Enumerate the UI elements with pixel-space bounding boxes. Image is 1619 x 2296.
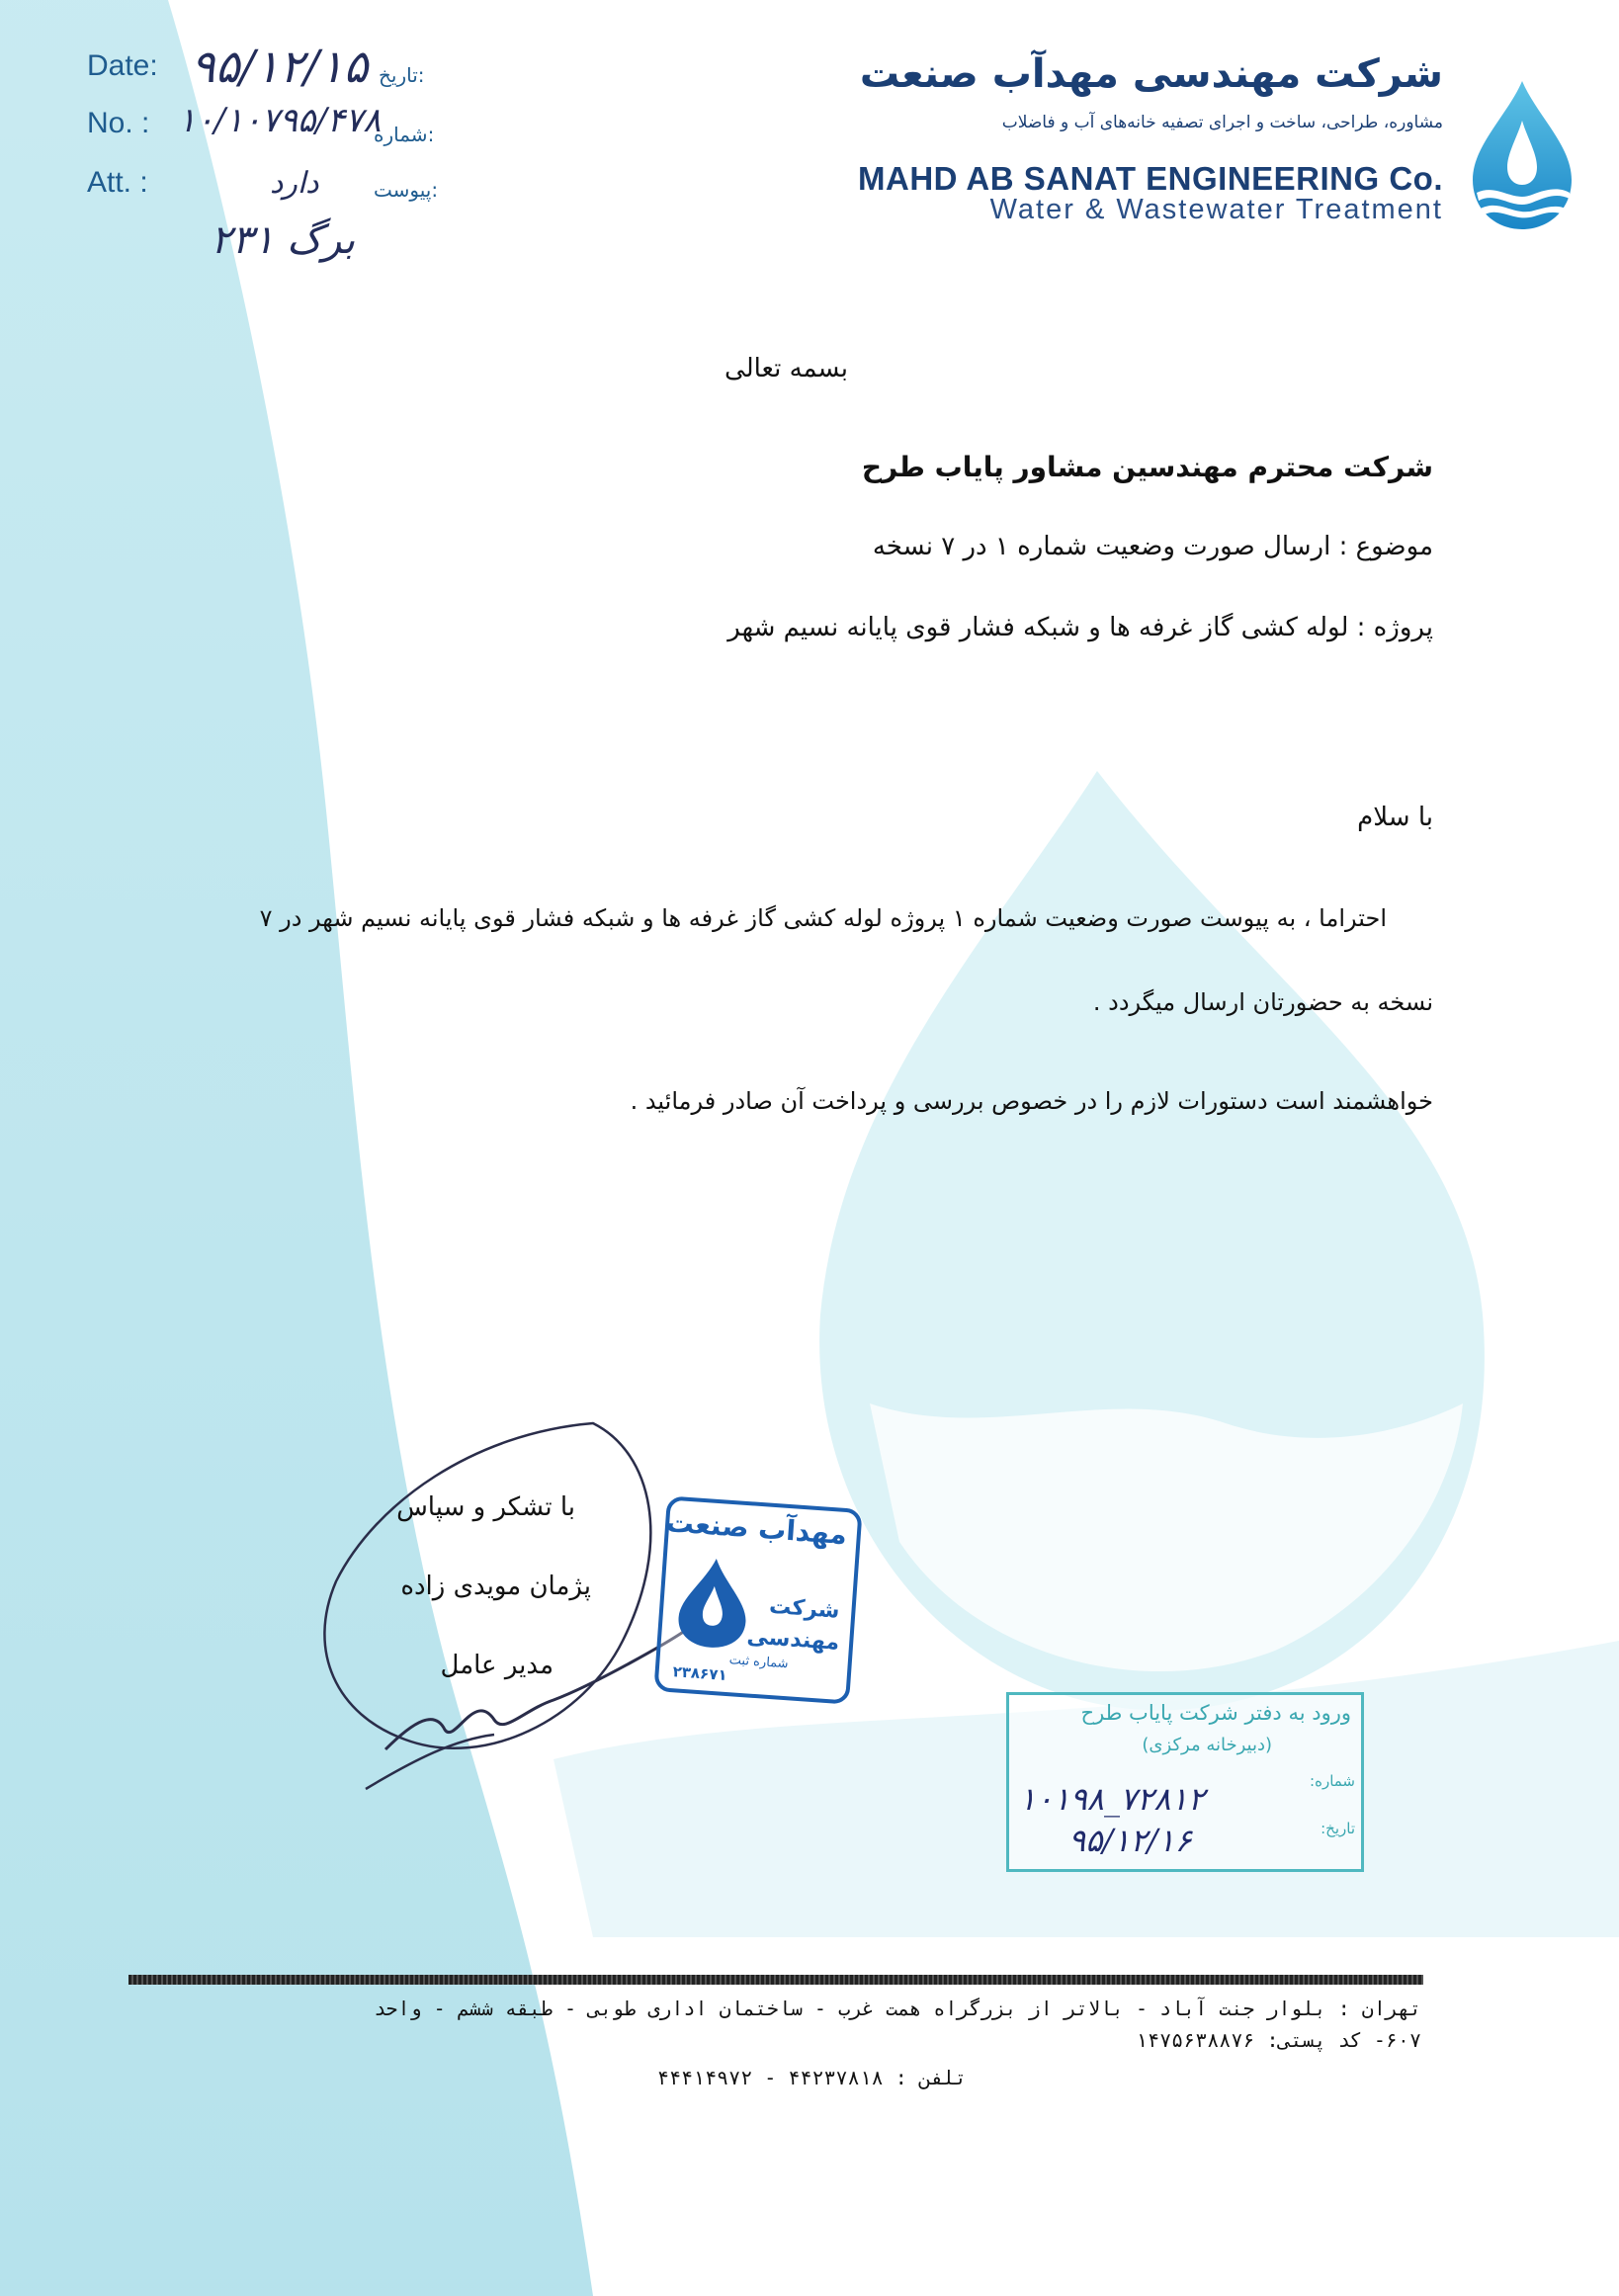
invocation: بسمه تعالی (724, 354, 848, 383)
greeting: با سلام (1357, 803, 1433, 832)
stamp-line-2: شرکت (768, 1593, 841, 1624)
stamp-line-3: مهندسی (745, 1624, 841, 1656)
company-tagline-fa: مشاوره، طراحی، ساخت و اجرای تصفیه خانه‌های آب و فاضلاب (1001, 113, 1443, 132)
received-date-label: تاریخ: (1321, 1820, 1355, 1837)
closing: با تشکر و سپاس (396, 1492, 575, 1522)
number-value: ۱۰/۱۰۷۹۵/۴۷۸ (178, 101, 382, 140)
footer-phone: تلفن : ۴۴۲۳۷۸۱۸ - ۴۴۴۱۴۹۷۲ (656, 2066, 967, 2089)
attachment-value: دارد (270, 166, 319, 201)
footer-rule (128, 1975, 1423, 1985)
received-stamp-title: ورود به دفتر شرکت پایاب طرح (1080, 1701, 1351, 1725)
received-number-value: ۱۰۱۹۸_۷۲۸۱۲ (1019, 1780, 1205, 1818)
stamp-reg-number: ۲۳۸۶۷۱ (672, 1662, 728, 1684)
water-drop-logo-icon (1463, 76, 1581, 234)
recipient: شرکت محترم مهندسین مشاور پایاب طرح (861, 451, 1433, 483)
attachment-note: ۲۳۱ برگ (211, 217, 356, 263)
attachment-label-fa: پیوست: (374, 178, 439, 202)
stamp-drop-icon (671, 1552, 757, 1652)
signer-name: پژمان مویدی زاده (400, 1572, 591, 1601)
date-value: ۹۵/۱۲/۱۵ (191, 40, 369, 93)
company-name-en: MAHD AB SANAT ENGINEERING Co. (858, 160, 1443, 197)
date-label-en: Date: (87, 49, 158, 82)
signer-title: مدیر عامل (440, 1651, 554, 1680)
footer-address-line-2: ۶۰۷- کد پستی: ۱۴۷۵۶۳۸۸۷۶ (1136, 2028, 1421, 2052)
date-label-fa: تاریخ: (379, 63, 425, 87)
attachment-label-en: Att. : (87, 166, 148, 199)
stamp-reg-label: شماره ثبت (728, 1653, 790, 1672)
company-stamp (653, 1495, 862, 1704)
footer-address-line-1: تهران : بلوار جنت آباد - بالاتر از بزرگراه همت غرب - ساختمان اداری طوبی - طبقه ششم - واحد (374, 1997, 1421, 2020)
company-tagline-en: Water & Wastewater Treatment (989, 194, 1443, 225)
paragraph-line-1: احتراما ، به پیوست صورت وضعیت شماره ۱ پروژه لوله کشی گاز غرفه ها و شبکه فشار قوی پایانه نسیم شهر در ۷ (259, 904, 1387, 932)
number-label-en: No. : (87, 107, 150, 139)
received-number-label: شماره: (1310, 1772, 1355, 1790)
paragraph-line-2: نسخه به حضورتان ارسال میگردد . (1092, 988, 1433, 1016)
received-date-value: ۹۵/۱۲/۱۶ (1068, 1822, 1192, 1859)
request: خواهشمند است دستورات لازم را در خصوص بررسی و پرداخت آن صادر فرمائید . (630, 1087, 1433, 1115)
project: پروژه : لوله کشی گاز غرفه ها و شبکه فشار قوی پایانه نسیم شهر (727, 613, 1433, 642)
received-stamp (1006, 1692, 1364, 1872)
received-stamp-subtitle: (دبیرخانه مرکزی) (1142, 1735, 1272, 1755)
subject: موضوع : ارسال صورت وضعیت شماره ۱ در ۷ نسخه (872, 532, 1433, 561)
company-header (858, 51, 1591, 249)
number-label-fa: شماره: (374, 123, 435, 146)
company-name-fa: شرکت مهندسی مهدآب صنعت (859, 51, 1443, 97)
signature-loop (297, 1394, 692, 1809)
letter-meta (87, 40, 482, 306)
stamp-line-1: مهدآب صنعت (664, 1505, 849, 1552)
